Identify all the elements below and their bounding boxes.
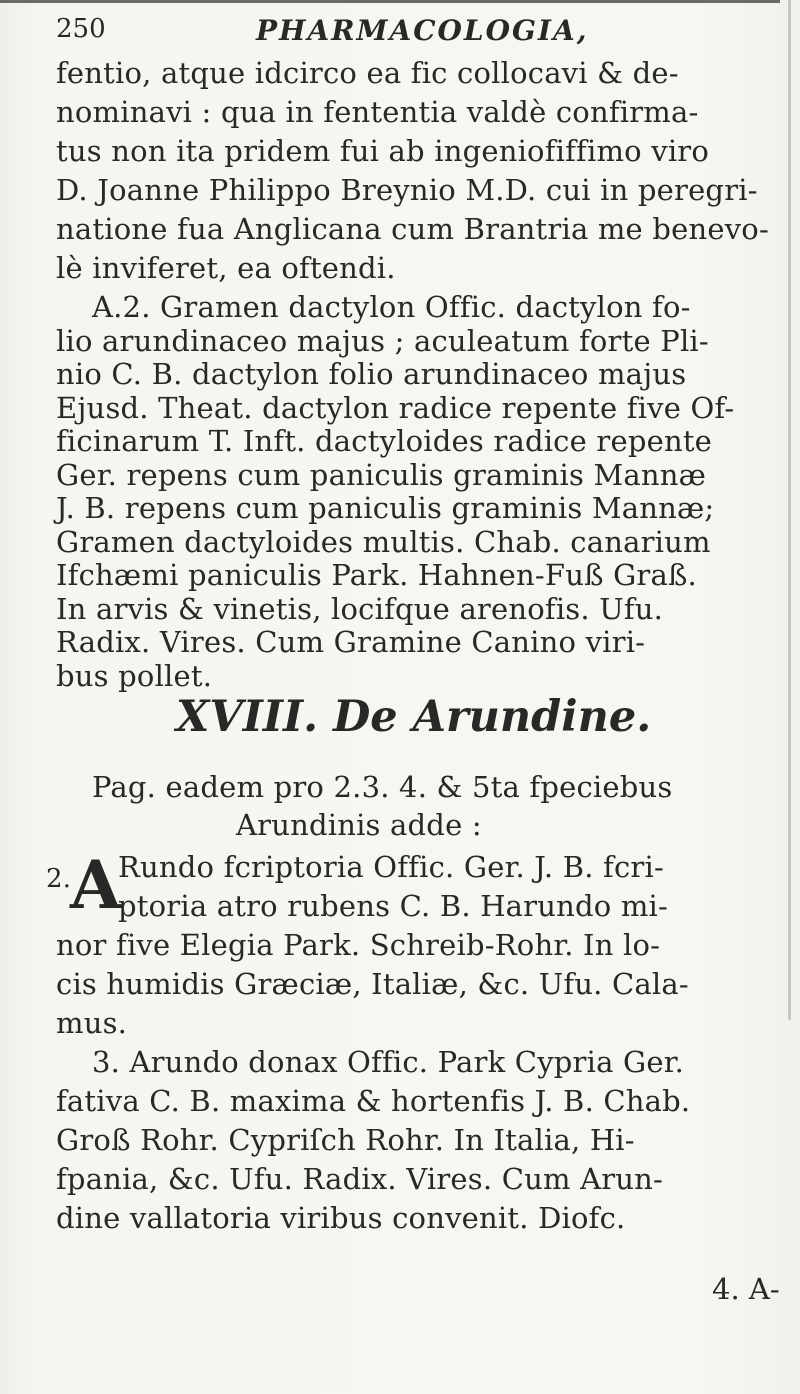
page-number: 250 [56,14,106,44]
entry-3-line: fativa C. B. maxima & hortenfis J. B. Chab. [56,1084,691,1118]
entry-2-line: mus. [56,1006,128,1040]
section-intro-line: Pag. eadem pro 2.3. 4. & 5ta fpeciebus [92,770,673,804]
entry-3-line: fpania, &c. Ufu. Radix. Vires. Cum Arun- [56,1162,664,1196]
entry-2-line: cis humidis Græciæ, Italiæ, &c. Ufu. Cala- [56,967,689,1001]
entry-2-number: 2. [46,864,72,894]
drop-cap: A [70,846,122,924]
entry-a2-line: nio C. B. dactylon folio arundinaceo majus [56,357,687,391]
entry-a2-line: Radix. Vires. Cum Gramine Canino viri- [56,625,646,659]
page-top-rule [0,0,780,3]
entry-a2-line: Ger. repens cum paniculis graminis Mannæ [56,457,707,492]
entry-a2-line: Ejusd. Theat. dactylon radice repente five Of- [56,390,735,425]
entry-3-line: Groß Rohr. Cypriſch Rohr. In Italia, Hi- [56,1123,635,1157]
entry-a2-line: A.2. Gramen dactylon Offic. dactylon fo- [92,290,691,324]
entry-a2-line: bus pollet. [56,658,213,693]
entry-a2-line: Ifchæmi paniculis Park. Hahnen-Fuß Graß. [56,558,697,592]
page-edge-shadow [788,0,791,1020]
catchword: 4. A- [712,1272,780,1306]
running-title: PHARMACOLOGIA, [256,14,589,47]
entry-a2-line: In arvis & vinetis, locifque arenofis. Ufu. [56,591,664,626]
entry-2-line: Rundo fcriptoria Offic. Ger. J. B. fcri- [118,850,664,884]
text-line: D. Joanne Philippo Breynio M.D. cui in peregri- [56,173,758,207]
entry-2-line: nor five Elegia Park. Schreib-Rohr. In lo- [56,928,661,962]
text-line: tus non ita pridem fui ab ingeniofiffimo viro [56,134,710,168]
entry-a2-line: J. B. repens cum paniculis graminis Mannæ; [56,491,715,525]
entry-3-line: 3. Arundo donax Offic. Park Cypria Ger. [92,1045,685,1079]
entry-a2-line: ficinarum T. Inft. dactyloides radice repente [56,424,713,458]
section-intro-line: Arundinis adde : [236,808,482,842]
text-line: lè inviferet, ea oftendi. [56,251,396,285]
page-header [56,14,756,50]
entry-2-line: ptoria atro rubens C. B. Harundo mi- [118,889,669,923]
text-line: nominavi : qua in fententia valdè confirma- [56,95,699,129]
section-heading: XVIII. De Arundine. [176,692,652,742]
text-line: natione fua Anglicana cum Brantria me benevo- [56,212,769,246]
entry-a2-line: Gramen dactyloides multis. Chab. canarium [56,524,711,559]
text-line: fentio, atque idcirco ea fic collocavi & de- [56,56,679,90]
entry-a2-line: lio arundinaceo majus ; aculeatum forte Pli- [56,323,709,358]
entry-3-line: dine vallatoria viribus convenit. Diofc. [56,1201,626,1235]
